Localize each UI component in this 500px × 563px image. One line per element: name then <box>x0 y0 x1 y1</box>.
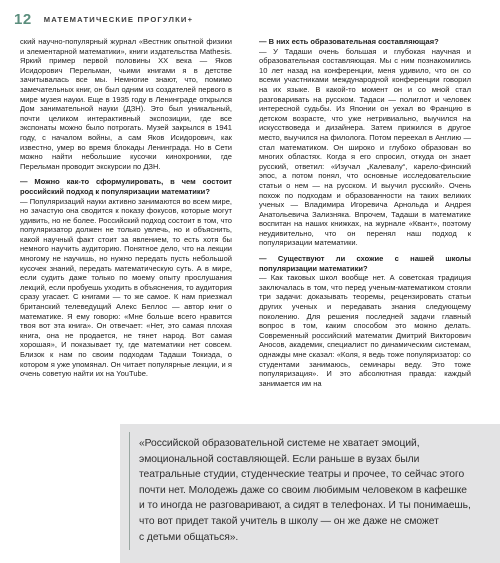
pull-quote-line: что вот придет такой учитель в школу — он же даже не сможет <box>139 515 439 527</box>
left-column <box>20 37 232 379</box>
pull-quote-line: с детьми общаться». <box>139 531 239 543</box>
pull-quote-line: почти нет. Молодежь даже со своим любимым человеком в кафешке <box>139 484 467 496</box>
page-number: 12 <box>14 10 32 28</box>
pull-quote-rule <box>129 432 130 550</box>
pull-quote-line: эмоциональной составляющей. Если раньше в вузах были <box>139 453 420 465</box>
running-title: МАТЕМАТИЧЕСКИЕ ПРОГУЛКИ+ <box>43 14 194 24</box>
pull-quote <box>139 436 471 545</box>
page-header <box>14 9 193 29</box>
right-column <box>259 37 471 388</box>
interview-question: — В них есть образовательная составляющая? <box>259 37 439 46</box>
interview-question: — Существуют ли схожие с нашей школы популяризации математики? <box>259 254 471 273</box>
pull-quote-line: «Российской образовательной системе не хватает эмоций, <box>139 438 420 449</box>
interview-question: — Можно как-то сформулировать, в чем состоит российский подход к популяризации математики? <box>20 177 232 196</box>
pull-quote-line: и то иногда не разговаривают, а сидят в телефонах. И ты понимаешь, <box>139 500 471 512</box>
interview-answer: ский научно-популярный журнал «Вестник опытной физики и элементарной математики», книги издательства Mathesis. Яркий пример первой половины XX века — Яков Исидорович Перельман, чьими книгами я в детстве зачитывалась все мы. Немногие знают, что, помимо замечательных книг, он был одним из создателей первого в мире музея науки. Еще в 1935 году в Ленинграде открылся Дом занимательной науки (ДЗН). Это был уникальный, почти целиком интерактивный экспозиции, где все экспонаты можно было потрогать. Музей закрылся в 1941 году, с началом войны, а сам Яков Исидорович, как известно, умер во время блокады Ленинграда. Но в Сети можно найти небольшие кусочки кинохроники, где Перельман проводит экскурсии по ДЗН. <box>20 37 232 171</box>
interview-answer: — Как таковых школ вообще нет. А советская традиция заключалась в том, что перед ученым-математиком стояли три задачи: доказывать теоремы, рецензировать статьи других ученых и передавать знания следующему поколению. Для решения последней задачи главный вопрос в том, каким способом это можно делать. Современный российский математик Дмитрий Викторович Аносов, академик, специалист по динамическим системам, однажды мне сказал: «Коля, я ведь тоже популяризатор: со студентами занимаюсь, семинары веду. Это тоже популяризация». И это абсолютная правда: каждый занимается им на <box>259 273 471 388</box>
interview-answer: — У Тадаши очень большая и глубокая научная и образовательная составляющая. Мы с ним познакомились 10 лет назад на конференции, меня удивило, что он со всеми участниками международной конференции говорил на их языке. В какой-то момент он и со мной стал разговаривать на русском. Тадаси — полиглот и человек интересной судьбы. Из Японии он уехал во Францию в детском возрасте, что уже нетривиально, выучился на искусствоведа и дизайнера. Затем прижился в другое место, выучился на филолога. Потом переехал в Англию — стал математиком. Он широко и глубоко образован во многих областях. Когда я его спросил, откуда он знает русский, ответил: «Изучал „Калевалу“, карело-финский эпос, а потом понял, что основные исследовательские статьи о нем — на русском. И выучил русский». Очень похож по подходам и образованности на таких великих ученых — Владимира Игоревича Арнольда и Андрея Анатольевича Зализняка. Впрочем, Тадаши в математике воспитан на наших книжках, на журнале «Квант», поэтому неудивительно, что он перенял наш подход к популяризации математики. <box>259 46 471 248</box>
interview-answer: — Популяризаций науки активно занимаются во всем мире, но зачастую она сводится к показу фокусов, которые могут удивить, но не более. Российский подход состоит в том, что популяризатор должен не только увлечь, но и объяснить, какой научный факт стоит за явлением, то есть хотя бы немного научить аудиторию. Понятное дело, что на лекции многому не научишь, но нужно передать пусть небольшой кусочек знаний, передать математическую суть. А в мире, если судить даже только по моему опыту прослушания лекций, если пробуешь уходить в объяснения, то аудитория сразу угасает. С книгами — то же самое. К нам приезжал британский телеведущий Алекс Беллос — автор книг о математике. Я ему говорю: «Мне больше всего нравится твоя вот эта книга». Он отвечает: «Нет, это самая плохая книга, она не продается, не тянет народ. Вот самая хорошая», И показывает ту, где математики нет совсем. Близок к нам по своим подходам Тадаши Токиэда, о котором я уже упомянал. Он читает популярные лекции, и я очень советую найти их на YouTube. <box>20 196 232 379</box>
pull-quote-line: театральные студии, студенческие театры и прочее, то сейчас этого <box>139 469 465 481</box>
